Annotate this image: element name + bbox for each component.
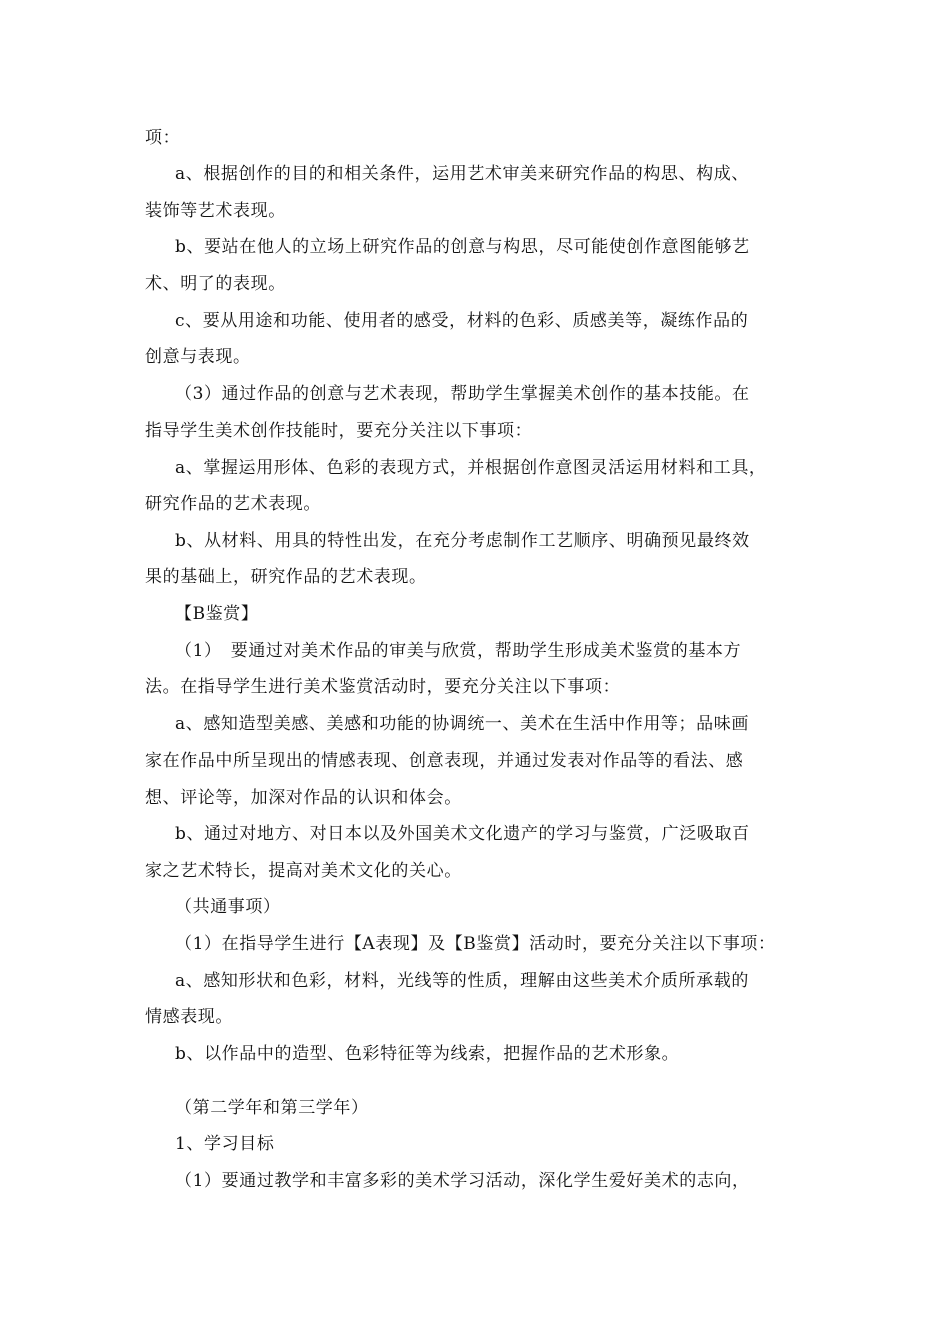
text-line: 项： — [145, 128, 181, 148]
text-line: b、要站在他人的立场上研究作品的创意与构思，尽可能使创作意图能够艺 — [175, 237, 750, 257]
text-line: a、感知形状和色彩，材料，光线等的性质，理解由这些美术介质所承载的 — [175, 971, 749, 991]
text-line: a、根据创作的目的和相关条件，运用艺术审美来研究作品的构思、构成、 — [175, 164, 749, 184]
text-line: 果的基础上，研究作品的艺术表现。 — [145, 567, 427, 587]
text-line: 术、明了的表现。 — [145, 274, 286, 294]
text-line: 想、评论等，加深对作品的认识和体会。 — [145, 788, 462, 808]
text-line: b、以作品中的造型、色彩特征等为线索，把握作品的艺术形象。 — [175, 1044, 680, 1064]
text-line: 创意与表现。 — [145, 347, 251, 367]
text-line: a、掌握运用形体、色彩的表现方式，并根据创作意图灵活运用材料和工具， — [175, 458, 767, 478]
text-line: b、从材料、用具的特性出发，在充分考虑制作工艺顺序、明确预见最终效 — [175, 531, 750, 551]
text-line: 指导学生美术创作技能时，要充分关注以下事项： — [145, 421, 533, 441]
text-line: a、感知造型美感、美感和功能的协调统一、美术在生活中作用等；品味画 — [175, 714, 749, 734]
text-line: c、要从用途和功能、使用者的感受，材料的色彩、质感美等，凝练作品的 — [175, 311, 749, 331]
text-line: 研究作品的艺术表现。 — [145, 494, 321, 514]
text-line: 法。在指导学生进行美术鉴赏活动时，要充分关注以下事项： — [145, 677, 621, 697]
text-line: 情感表现。 — [145, 1007, 233, 1027]
text-line: 家之艺术特长，提高对美术文化的关心。 — [145, 861, 462, 881]
text-line: （1）要通过教学和丰富多彩的美术学习活动，深化学生爱好美术的志向， — [175, 1171, 750, 1191]
text-line: （1） 要通过对美术作品的审美与欣赏，帮助学生形成美术鉴赏的基本方 — [175, 641, 742, 661]
section-heading: 1、学习目标 — [175, 1134, 275, 1154]
section-heading: （第二学年和第三学年） — [175, 1098, 369, 1118]
section-heading: 【B鉴赏】 — [175, 604, 259, 624]
text-line: （1）在指导学生进行【A表现】及【B鉴赏】活动时，要充分关注以下事项： — [175, 934, 776, 954]
section-heading: （共通事项） — [175, 897, 281, 917]
text-line: b、通过对地方、对日本以及外国美术文化遗产的学习与鉴赏，广泛吸取百 — [175, 824, 750, 844]
text-line: 家在作品中所呈现出的情感表现、创意表现，并通过发表对作品等的看法、感 — [145, 751, 744, 771]
text-line: 装饰等艺术表现。 — [145, 201, 286, 221]
text-line: （3）通过作品的创意与艺术表现，帮助学生掌握美术创作的基本技能。在 — [175, 384, 750, 404]
